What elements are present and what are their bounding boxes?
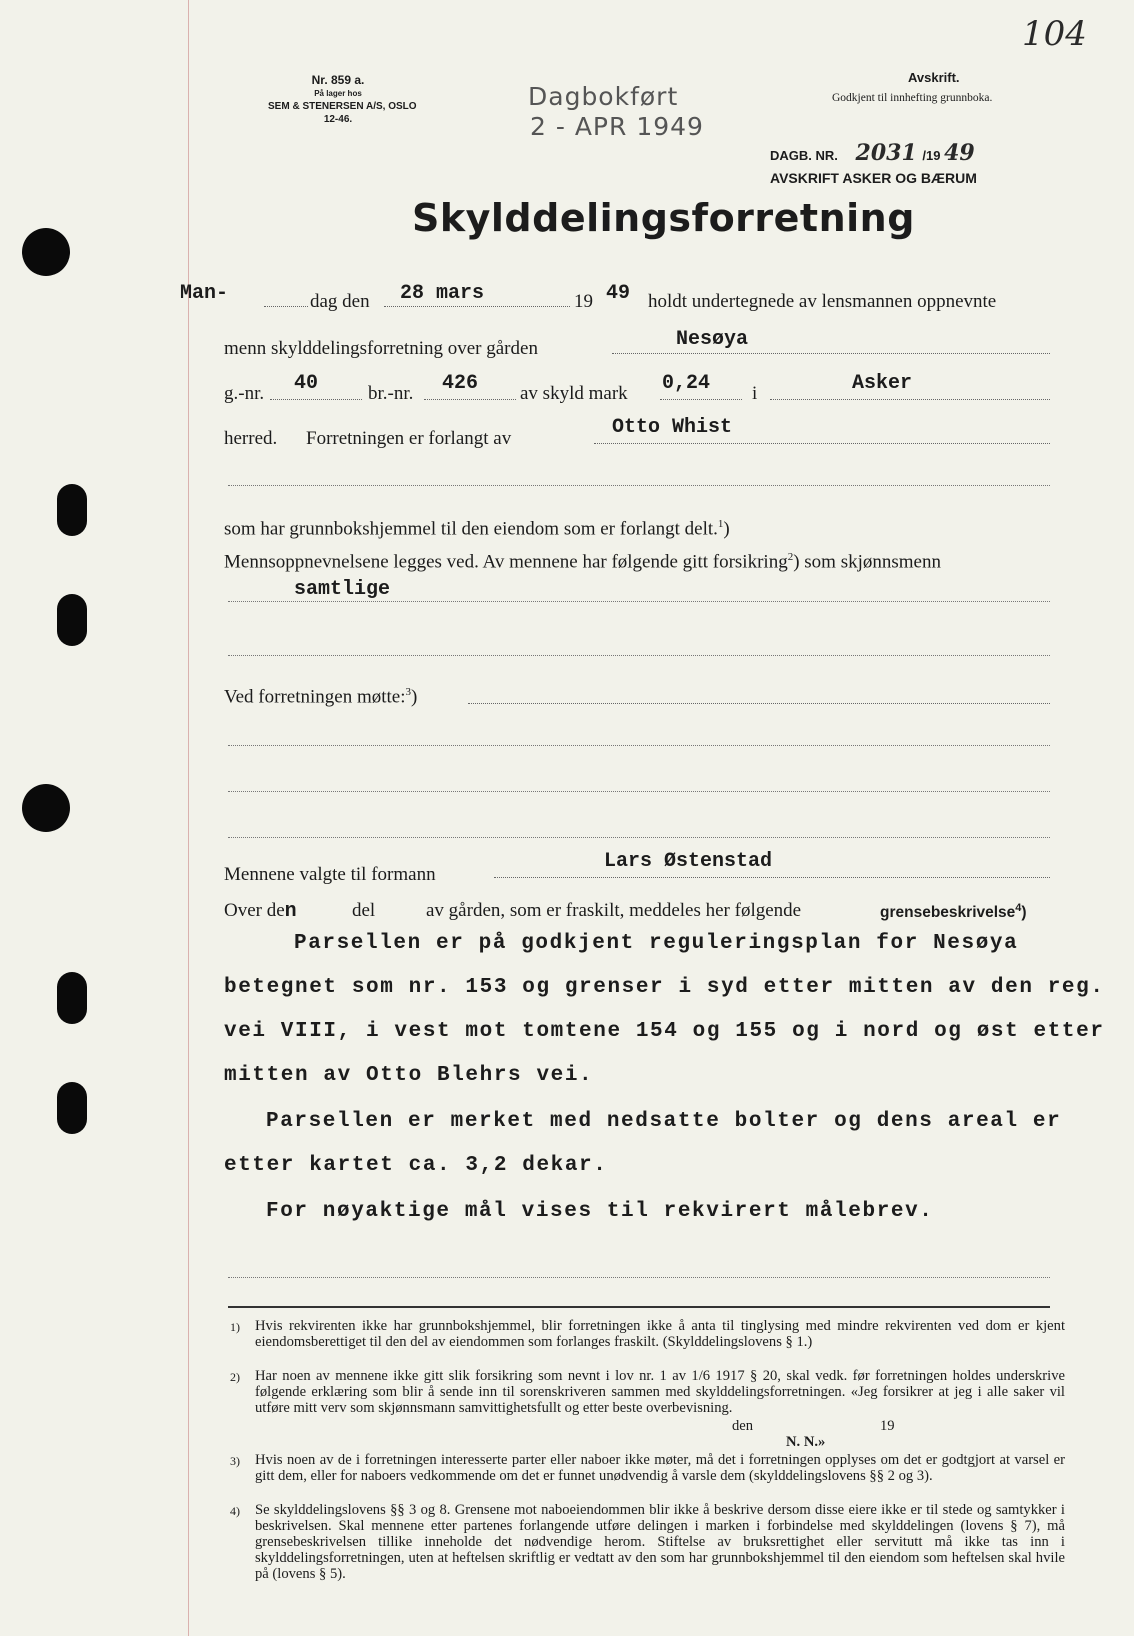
- footnote-number: 2): [230, 1370, 240, 1384]
- blank-line: [228, 836, 1050, 838]
- margin-rule: [188, 0, 189, 1636]
- dagbok-year: 49: [944, 140, 975, 166]
- label-grunnbok: som har grunnbokshjemmel til den eiendom som er forlangt delt.$^1$): [224, 518, 730, 540]
- mennsopp-text: Mennsoppnevnelsene legges ved. Av mennene har følgende gitt forsikring: [224, 551, 788, 573]
- blank-line: [228, 790, 1050, 792]
- dagbok-number-row: [770, 140, 975, 166]
- body-line: For nøyaktige mål vises til rekvirert målebrev.: [266, 1200, 934, 1223]
- fill-line: [264, 305, 308, 307]
- footnote-2-signature: N. N.»: [786, 1434, 826, 1450]
- punch-hole: [22, 228, 70, 276]
- footnote-ref: 1: [717, 518, 724, 530]
- label-forlangt: Forretningen er forlangt av: [306, 428, 512, 449]
- fill-line: [384, 305, 570, 307]
- field-requester: Otto Whist: [612, 416, 733, 439]
- form-number: Nr. 859 a.: [311, 73, 365, 87]
- label-bnr: br.-nr.: [368, 383, 414, 404]
- body-line: Parsellen er merket med nedsatte bolter og dens areal er: [266, 1110, 1062, 1133]
- label-over-den: [224, 900, 297, 923]
- dagbok-stamp-date: 2 - APR 1949: [530, 112, 704, 141]
- publisher-block: [268, 73, 417, 126]
- label-year-prefix: 19: [574, 291, 593, 312]
- body-line: Parsellen er på godkjent reguleringsplan for Nesøya: [294, 932, 1019, 955]
- footnote-2-year: 19: [880, 1418, 895, 1434]
- punch-hole: [57, 594, 87, 646]
- fill-line: [660, 398, 742, 400]
- over-den-text: Over de: [224, 900, 285, 921]
- fill-line: [270, 398, 362, 400]
- footnote-ref: 4: [1015, 902, 1022, 914]
- label-skyld: av skyld mark: [520, 383, 628, 404]
- footnote-number: 4): [230, 1504, 240, 1518]
- dagbok-number: 2031: [855, 140, 917, 166]
- field-gnr: 40: [294, 372, 319, 395]
- publisher-date: 12-46.: [323, 114, 353, 125]
- blank-line: [228, 744, 1050, 746]
- blank-line: [228, 600, 1050, 602]
- label-holdt: holdt undertegnede av lensmannen oppnevnte: [648, 291, 997, 312]
- footnote-separator: [228, 1306, 1050, 1308]
- punch-hole: [57, 1082, 87, 1134]
- dagbok-office: AVSKRIFT ASKER OG BÆRUM: [770, 170, 977, 186]
- footnote-ref: 3: [405, 686, 412, 698]
- body-line: mitten av Otto Blehrs vei.: [224, 1064, 594, 1087]
- weekday-prefix: Man-: [180, 282, 229, 305]
- mote-text: Ved forretningen møtte:: [224, 686, 406, 708]
- blank-line: [228, 484, 1050, 486]
- label-gnr: g.-nr.: [224, 383, 265, 404]
- label-over-rest: av gården, som er fraskilt, meddeles her følgende: [426, 900, 802, 921]
- label-mennsopp: Mennsoppnevnelsene legges ved. Av mennene har følgende gitt forsikring$^2$) som skjønnsmenn: [224, 551, 941, 573]
- label-mote: Ved forretningen møtte:$^3$): [224, 686, 418, 708]
- avskrift-heading: Avskrift.: [908, 70, 960, 85]
- fill-line: [612, 352, 1050, 354]
- fill-line: [494, 876, 1050, 878]
- document-title: Skylddelingsforretning: [412, 196, 915, 240]
- publisher-name: SEM & STENERSEN A/S, OSLO: [268, 101, 417, 112]
- field-year: 49: [606, 282, 631, 305]
- field-samtlige: samtlige: [294, 578, 391, 601]
- dagbok-stamp-label: Dagbokført: [528, 82, 679, 111]
- label-herred: herred.: [224, 428, 278, 449]
- footnote-4: Se skylddelingslovens §§ 3 og 8. Grensene mot naboeiendommen blir ikke å beskrive dersom disse eiere ikke er til stede og samtykker i beskrivelsen. Skal mennene etter partenes forlangende utføre delingen i marken i forbindelse med skylddelingen (lovens § 7), må grensebeskrivelsen tillike inneholde det nødvendige herom. Stiftelse av bruksrettighet eller servitutt må ikke tas inn i skylddelingsforretningen, uten at heftelsen skriftlig er vedtatt av den som har grunnbokshjemmel til den eiendom som heftelsen skal hvile på (lovens § 5).: [255, 1502, 1065, 1582]
- blank-line: [228, 1276, 1050, 1278]
- fill-line: [424, 398, 516, 400]
- dagbok-number-label: DAGB. NR.: [770, 148, 838, 163]
- punch-hole: [57, 972, 87, 1024]
- blank-line: [228, 654, 1050, 656]
- field-farm: Nesøya: [676, 328, 749, 351]
- dagbok-year-prefix: /19: [922, 148, 941, 163]
- label-grense: grensebeskrivelse$^4$): [880, 902, 1027, 922]
- punch-hole: [22, 784, 70, 832]
- field-municipality: Asker: [852, 372, 913, 395]
- field-date: 28 mars: [400, 282, 485, 305]
- grunnbok-text: som har grunnbokshjemmel til den eiendom som er forlangt delt.: [224, 518, 718, 540]
- footnote-number: 3): [230, 1454, 240, 1468]
- footnote-3: Hvis noen av de i forretningen interesserte parter eller naboer ikke møter, må det i forretningen opplyses om det er godtgjort at varsel er gitt dem, eller for naboers vedkommende om det er funnet unødvendig å varsle dem (skylddelingslovens §§ 2 og 3).: [255, 1452, 1065, 1484]
- publisher-line: På lager hos: [314, 89, 362, 98]
- label-del: del: [352, 900, 376, 921]
- grense-text: grensebeskrivelse: [880, 904, 1016, 922]
- punch-hole: [57, 484, 87, 536]
- label-formann: Mennene valgte til formann: [224, 864, 436, 885]
- body-line: etter kartet ca. 3,2 dekar.: [224, 1154, 608, 1177]
- footnote-1: Hvis rekvirenten ikke har grunnbokshjemmel, blir forretningen ikke å anta til tinglysing med mindre rekvirenten ved dom er kjent eiendomsberettiget til den del av eiendommen som forlanges fraskilt. (Skylddelingslovens § 1.): [255, 1318, 1065, 1350]
- fill-line: [770, 398, 1050, 400]
- field-bnr: 426: [442, 372, 479, 395]
- mennsopp-end: som skjønnsmenn: [804, 551, 941, 573]
- page-number: 104: [1022, 14, 1087, 54]
- avskrift-note: Godkjent til innhefting grunnboka.: [832, 92, 993, 104]
- label-dag-den: dag den: [310, 291, 370, 312]
- fill-line: [468, 702, 1050, 704]
- field-formann: Lars Østenstad: [604, 850, 773, 873]
- label-i: i: [752, 383, 758, 404]
- footnote-ref: 2: [787, 551, 794, 563]
- footnote-2: [255, 1368, 1065, 1432]
- field-skyld: 0,24: [662, 372, 711, 395]
- fill-line: [594, 442, 1050, 444]
- footnote-2-text: Har noen av mennene ikke gitt slik forsikring som nevnt i lov nr. 1 av 1/6 1917 § 20, skal vedk. før forretningen holdes underskrive følgende erklæring som blir å sende inn til sorenskriveren sammen med skylddelingsforretningen. «Jeg forsikrer at jeg i alle saker vil utføre mitt verv som skjønnsmann samvittighetsfullt og etter beste overbevisning.: [255, 1368, 1065, 1416]
- footnote-2-den: den: [732, 1418, 754, 1434]
- field-over-n: n: [284, 900, 297, 923]
- body-line: betegnet som nr. 153 og grenser i syd etter mitten av den reg.: [224, 976, 1105, 999]
- footnote-number: 1): [230, 1320, 240, 1334]
- body-line: vei VIII, i vest mot tomtene 154 og 155 og i nord og øst etter: [224, 1020, 1105, 1043]
- label-menn: menn skylddelingsforretning over gården: [224, 338, 538, 359]
